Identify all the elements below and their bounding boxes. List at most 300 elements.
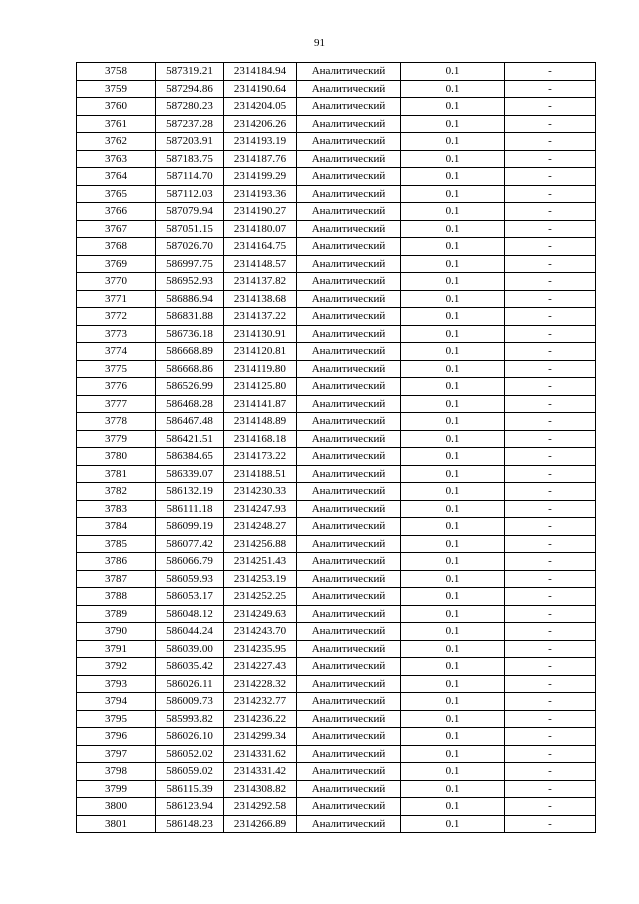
accuracy-cell: 0.1 [401,395,505,413]
x-coordinate-cell: 586123.94 [156,798,224,816]
table-row [77,763,596,781]
accuracy-cell: 0.1 [401,220,505,238]
table-row [77,815,596,833]
accuracy-cell: 0.1 [401,710,505,728]
x-coordinate-cell: 586831.88 [156,308,224,326]
method-cell: Аналитический [297,728,401,746]
note-cell: - [505,780,596,798]
table-row [77,780,596,798]
x-coordinate-cell: 586339.07 [156,465,224,483]
method-cell: Аналитический [297,185,401,203]
y-coordinate-cell: 2314199.29 [224,168,297,186]
table-row [77,605,596,623]
note-cell: - [505,518,596,536]
y-coordinate-cell: 2314206.26 [224,115,297,133]
point-number-cell: 3784 [77,518,156,536]
table-row [77,255,596,273]
note-cell: - [505,640,596,658]
point-number-cell: 3782 [77,483,156,501]
y-coordinate-cell: 2314190.27 [224,203,297,221]
note-cell: - [505,413,596,431]
note-cell: - [505,203,596,221]
point-number-cell: 3766 [77,203,156,221]
y-coordinate-cell: 2314168.18 [224,430,297,448]
x-coordinate-cell: 586066.79 [156,553,224,571]
point-number-cell: 3791 [77,640,156,658]
x-coordinate-cell: 586421.51 [156,430,224,448]
point-number-cell: 3792 [77,658,156,676]
point-number-cell: 3764 [77,168,156,186]
note-cell: - [505,763,596,781]
x-coordinate-cell: 586059.02 [156,763,224,781]
point-number-cell: 3768 [77,238,156,256]
method-cell: Аналитический [297,745,401,763]
x-coordinate-cell: 587294.86 [156,80,224,98]
y-coordinate-cell: 2314137.82 [224,273,297,291]
y-coordinate-cell: 2314230.33 [224,483,297,501]
accuracy-cell: 0.1 [401,780,505,798]
note-cell: - [505,150,596,168]
table-row [77,640,596,658]
note-cell: - [505,658,596,676]
y-coordinate-cell: 2314252.25 [224,588,297,606]
note-cell: - [505,63,596,81]
method-cell: Аналитический [297,395,401,413]
y-coordinate-cell: 2314299.34 [224,728,297,746]
method-cell: Аналитический [297,570,401,588]
y-coordinate-cell: 2314193.19 [224,133,297,151]
point-number-cell: 3801 [77,815,156,833]
y-coordinate-cell: 2314180.07 [224,220,297,238]
point-number-cell: 3773 [77,325,156,343]
method-cell: Аналитический [297,658,401,676]
method-cell: Аналитический [297,605,401,623]
x-coordinate-cell: 586467.48 [156,413,224,431]
x-coordinate-cell: 586059.93 [156,570,224,588]
accuracy-cell: 0.1 [401,185,505,203]
y-coordinate-cell: 2314236.22 [224,710,297,728]
accuracy-cell: 0.1 [401,203,505,221]
point-number-cell: 3765 [77,185,156,203]
x-coordinate-cell: 587183.75 [156,150,224,168]
x-coordinate-cell: 587114.70 [156,168,224,186]
point-number-cell: 3794 [77,693,156,711]
accuracy-cell: 0.1 [401,238,505,256]
y-coordinate-cell: 2314331.62 [224,745,297,763]
table-row [77,203,596,221]
x-coordinate-cell: 586384.65 [156,448,224,466]
x-coordinate-cell: 586052.02 [156,745,224,763]
coordinates-table [76,62,596,833]
method-cell: Аналитический [297,308,401,326]
table-row [77,63,596,81]
note-cell: - [505,570,596,588]
table-row [77,290,596,308]
table-row [77,98,596,116]
accuracy-cell: 0.1 [401,640,505,658]
x-coordinate-cell: 586099.19 [156,518,224,536]
table-row [77,518,596,536]
y-coordinate-cell: 2314173.22 [224,448,297,466]
page-number: 91 [314,37,325,49]
table-row [77,343,596,361]
point-number-cell: 3776 [77,378,156,396]
table-row [77,308,596,326]
point-number-cell: 3778 [77,413,156,431]
note-cell: - [505,798,596,816]
method-cell: Аналитический [297,483,401,501]
note-cell: - [505,80,596,98]
y-coordinate-cell: 2314243.70 [224,623,297,641]
method-cell: Аналитический [297,815,401,833]
method-cell: Аналитический [297,640,401,658]
accuracy-cell: 0.1 [401,308,505,326]
method-cell: Аналитический [297,623,401,641]
point-number-cell: 3788 [77,588,156,606]
note-cell: - [505,185,596,203]
method-cell: Аналитический [297,150,401,168]
x-coordinate-cell: 586048.12 [156,605,224,623]
note-cell: - [505,273,596,291]
note-cell: - [505,308,596,326]
y-coordinate-cell: 2314164.75 [224,238,297,256]
note-cell: - [505,815,596,833]
x-coordinate-cell: 586044.24 [156,623,224,641]
point-number-cell: 3777 [77,395,156,413]
accuracy-cell: 0.1 [401,483,505,501]
x-coordinate-cell: 587203.91 [156,133,224,151]
table-row [77,728,596,746]
table-row [77,273,596,291]
y-coordinate-cell: 2314141.87 [224,395,297,413]
point-number-cell: 3799 [77,780,156,798]
method-cell: Аналитический [297,535,401,553]
note-cell: - [505,675,596,693]
point-number-cell: 3786 [77,553,156,571]
accuracy-cell: 0.1 [401,798,505,816]
y-coordinate-cell: 2314232.77 [224,693,297,711]
x-coordinate-cell: 586009.73 [156,693,224,711]
table-row [77,360,596,378]
accuracy-cell: 0.1 [401,763,505,781]
y-coordinate-cell: 2314187.76 [224,150,297,168]
x-coordinate-cell: 586148.23 [156,815,224,833]
accuracy-cell: 0.1 [401,115,505,133]
point-number-cell: 3774 [77,343,156,361]
table-row [77,80,596,98]
accuracy-cell: 0.1 [401,465,505,483]
method-cell: Аналитический [297,220,401,238]
accuracy-cell: 0.1 [401,675,505,693]
x-coordinate-cell: 587051.15 [156,220,224,238]
accuracy-cell: 0.1 [401,360,505,378]
point-number-cell: 3775 [77,360,156,378]
accuracy-cell: 0.1 [401,553,505,571]
point-number-cell: 3795 [77,710,156,728]
table-row [77,430,596,448]
x-coordinate-cell: 587319.21 [156,63,224,81]
y-coordinate-cell: 2314190.64 [224,80,297,98]
table-row [77,465,596,483]
method-cell: Аналитический [297,203,401,221]
note-cell: - [505,360,596,378]
method-cell: Аналитический [297,238,401,256]
accuracy-cell: 0.1 [401,98,505,116]
y-coordinate-cell: 2314148.57 [224,255,297,273]
note-cell: - [505,710,596,728]
accuracy-cell: 0.1 [401,378,505,396]
note-cell: - [505,290,596,308]
y-coordinate-cell: 2314331.42 [224,763,297,781]
accuracy-cell: 0.1 [401,413,505,431]
method-cell: Аналитический [297,448,401,466]
note-cell: - [505,535,596,553]
note-cell: - [505,133,596,151]
point-number-cell: 3763 [77,150,156,168]
x-coordinate-cell: 587026.70 [156,238,224,256]
table-row [77,133,596,151]
accuracy-cell: 0.1 [401,290,505,308]
x-coordinate-cell: 586035.42 [156,658,224,676]
point-number-cell: 3779 [77,430,156,448]
y-coordinate-cell: 2314137.22 [224,308,297,326]
note-cell: - [505,623,596,641]
point-number-cell: 3798 [77,763,156,781]
point-number-cell: 3758 [77,63,156,81]
accuracy-cell: 0.1 [401,658,505,676]
note-cell: - [505,395,596,413]
x-coordinate-cell: 586736.18 [156,325,224,343]
y-coordinate-cell: 2314308.82 [224,780,297,798]
method-cell: Аналитический [297,693,401,711]
y-coordinate-cell: 2314256.88 [224,535,297,553]
method-cell: Аналитический [297,325,401,343]
note-cell: - [505,378,596,396]
accuracy-cell: 0.1 [401,430,505,448]
table-row [77,168,596,186]
method-cell: Аналитический [297,98,401,116]
note-cell: - [505,430,596,448]
table-row [77,693,596,711]
table-row [77,115,596,133]
x-coordinate-cell: 587112.03 [156,185,224,203]
note-cell: - [505,115,596,133]
x-coordinate-cell: 586115.39 [156,780,224,798]
note-cell: - [505,168,596,186]
x-coordinate-cell: 586997.75 [156,255,224,273]
note-cell: - [505,693,596,711]
method-cell: Аналитический [297,588,401,606]
y-coordinate-cell: 2314188.51 [224,465,297,483]
x-coordinate-cell: 586668.89 [156,343,224,361]
note-cell: - [505,483,596,501]
note-cell: - [505,98,596,116]
accuracy-cell: 0.1 [401,150,505,168]
accuracy-cell: 0.1 [401,518,505,536]
table-row [77,798,596,816]
accuracy-cell: 0.1 [401,80,505,98]
x-coordinate-cell: 586886.94 [156,290,224,308]
accuracy-cell: 0.1 [401,623,505,641]
point-number-cell: 3793 [77,675,156,693]
table-row [77,185,596,203]
point-number-cell: 3770 [77,273,156,291]
accuracy-cell: 0.1 [401,693,505,711]
table-row [77,238,596,256]
y-coordinate-cell: 2314130.91 [224,325,297,343]
accuracy-cell: 0.1 [401,535,505,553]
x-coordinate-cell: 586053.17 [156,588,224,606]
point-number-cell: 3762 [77,133,156,151]
y-coordinate-cell: 2314120.81 [224,343,297,361]
method-cell: Аналитический [297,378,401,396]
table-row [77,150,596,168]
y-coordinate-cell: 2314125.80 [224,378,297,396]
x-coordinate-cell: 586026.10 [156,728,224,746]
point-number-cell: 3767 [77,220,156,238]
table-row [77,448,596,466]
method-cell: Аналитический [297,80,401,98]
x-coordinate-cell: 587237.28 [156,115,224,133]
method-cell: Аналитический [297,710,401,728]
method-cell: Аналитический [297,500,401,518]
method-cell: Аналитический [297,255,401,273]
table-row [77,220,596,238]
method-cell: Аналитический [297,798,401,816]
x-coordinate-cell: 586468.28 [156,395,224,413]
y-coordinate-cell: 2314266.89 [224,815,297,833]
table-row [77,395,596,413]
accuracy-cell: 0.1 [401,815,505,833]
note-cell: - [505,255,596,273]
method-cell: Аналитический [297,168,401,186]
method-cell: Аналитический [297,133,401,151]
method-cell: Аналитический [297,343,401,361]
accuracy-cell: 0.1 [401,133,505,151]
accuracy-cell: 0.1 [401,168,505,186]
y-coordinate-cell: 2314247.93 [224,500,297,518]
method-cell: Аналитический [297,63,401,81]
x-coordinate-cell: 586952.93 [156,273,224,291]
point-number-cell: 3797 [77,745,156,763]
method-cell: Аналитический [297,115,401,133]
note-cell: - [505,238,596,256]
y-coordinate-cell: 2314251.43 [224,553,297,571]
method-cell: Аналитический [297,360,401,378]
table-row [77,588,596,606]
x-coordinate-cell: 586026.11 [156,675,224,693]
point-number-cell: 3790 [77,623,156,641]
point-number-cell: 3771 [77,290,156,308]
note-cell: - [505,465,596,483]
note-cell: - [505,605,596,623]
point-number-cell: 3783 [77,500,156,518]
table-row [77,535,596,553]
method-cell: Аналитический [297,518,401,536]
accuracy-cell: 0.1 [401,255,505,273]
accuracy-cell: 0.1 [401,343,505,361]
note-cell: - [505,220,596,238]
method-cell: Аналитический [297,675,401,693]
y-coordinate-cell: 2314249.63 [224,605,297,623]
table-row [77,483,596,501]
method-cell: Аналитический [297,413,401,431]
point-number-cell: 3781 [77,465,156,483]
point-number-cell: 3772 [77,308,156,326]
y-coordinate-cell: 2314193.36 [224,185,297,203]
accuracy-cell: 0.1 [401,745,505,763]
point-number-cell: 3789 [77,605,156,623]
note-cell: - [505,325,596,343]
table-row [77,623,596,641]
table-row [77,710,596,728]
point-number-cell: 3769 [77,255,156,273]
y-coordinate-cell: 2314248.27 [224,518,297,536]
table-row [77,570,596,588]
y-coordinate-cell: 2314292.58 [224,798,297,816]
accuracy-cell: 0.1 [401,448,505,466]
accuracy-cell: 0.1 [401,570,505,588]
y-coordinate-cell: 2314184.94 [224,63,297,81]
method-cell: Аналитический [297,780,401,798]
y-coordinate-cell: 2314228.32 [224,675,297,693]
table-row [77,500,596,518]
table-row [77,325,596,343]
note-cell: - [505,588,596,606]
table-row [77,378,596,396]
note-cell: - [505,745,596,763]
method-cell: Аналитический [297,763,401,781]
note-cell: - [505,343,596,361]
note-cell: - [505,728,596,746]
accuracy-cell: 0.1 [401,63,505,81]
point-number-cell: 3796 [77,728,156,746]
x-coordinate-cell: 587079.94 [156,203,224,221]
point-number-cell: 3785 [77,535,156,553]
y-coordinate-cell: 2314204.05 [224,98,297,116]
accuracy-cell: 0.1 [401,605,505,623]
point-number-cell: 3760 [77,98,156,116]
y-coordinate-cell: 2314148.89 [224,413,297,431]
note-cell: - [505,448,596,466]
y-coordinate-cell: 2314138.68 [224,290,297,308]
x-coordinate-cell: 586039.00 [156,640,224,658]
method-cell: Аналитический [297,290,401,308]
method-cell: Аналитический [297,465,401,483]
method-cell: Аналитический [297,553,401,571]
note-cell: - [505,500,596,518]
x-coordinate-cell: 586077.42 [156,535,224,553]
point-number-cell: 3759 [77,80,156,98]
accuracy-cell: 0.1 [401,500,505,518]
y-coordinate-cell: 2314227.43 [224,658,297,676]
y-coordinate-cell: 2314235.95 [224,640,297,658]
table-row [77,658,596,676]
table-row [77,675,596,693]
point-number-cell: 3787 [77,570,156,588]
y-coordinate-cell: 2314119.80 [224,360,297,378]
table-row [77,745,596,763]
method-cell: Аналитический [297,273,401,291]
y-coordinate-cell: 2314253.19 [224,570,297,588]
table-body [77,63,596,833]
accuracy-cell: 0.1 [401,325,505,343]
x-coordinate-cell: 586526.99 [156,378,224,396]
table-row [77,413,596,431]
table-row [77,553,596,571]
accuracy-cell: 0.1 [401,728,505,746]
x-coordinate-cell: 586111.18 [156,500,224,518]
